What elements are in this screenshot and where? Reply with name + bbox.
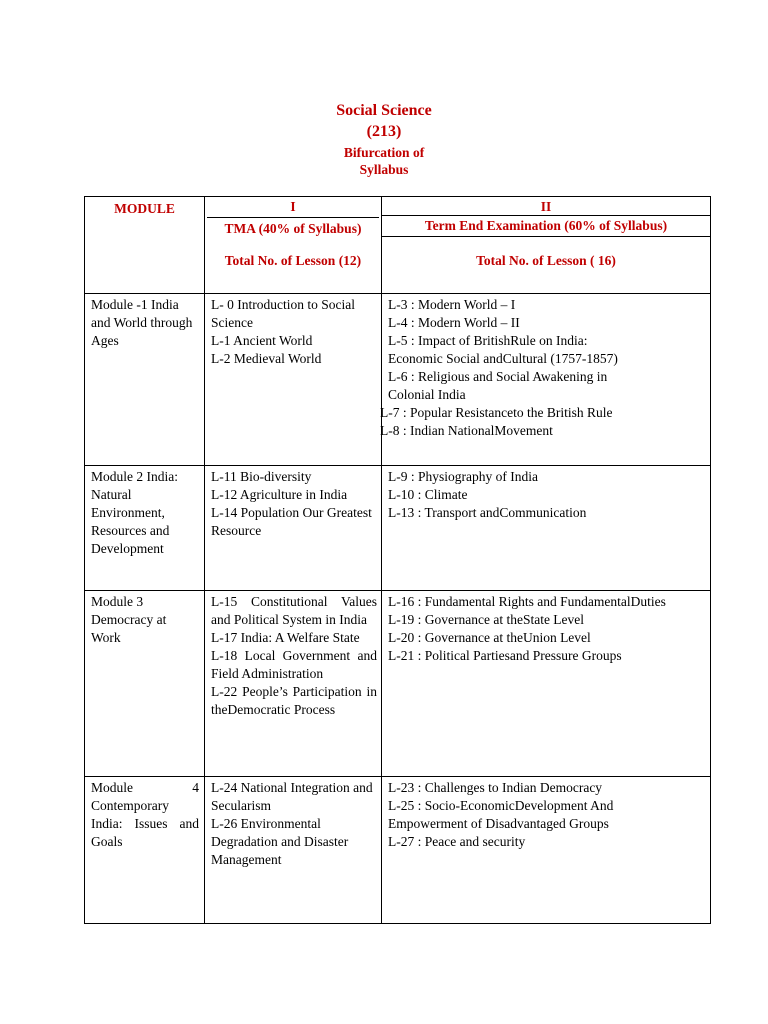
header-tma-roman: I: [290, 199, 296, 214]
lesson-item: L-20 : Governance at theUnion Level: [388, 630, 591, 645]
module-cell: Module -1 India and World through Ages: [85, 294, 205, 466]
header-tee-total: Total No. of Lesson ( 16): [476, 253, 616, 268]
table-header-row: [85, 197, 711, 294]
tee-cell: [382, 294, 711, 466]
lesson-item: L-2 Medieval World: [211, 351, 322, 366]
lesson-item: L-22 People’s Participation in theDemocratic Process: [211, 684, 377, 717]
lesson-item: L-25 : Socio-EconomicDevelopment And: [388, 798, 614, 813]
table-row: [85, 777, 711, 924]
module-cell: Module 4 Contemporary India: Issues and Goals: [85, 777, 205, 924]
header-tma: [205, 197, 382, 294]
tee-cell: [382, 591, 711, 777]
module-cell: Module 2 India: Natural Environment, Resources and Development: [85, 466, 205, 591]
lesson-item: L-15 Constitutional Values and Political System in India: [211, 594, 377, 627]
lesson-item: L-9 : Physiography of India: [388, 469, 538, 484]
lesson-item: L-27 : Peace and security: [388, 834, 526, 849]
lesson-item: L-5 : Impact of BritishRule on India:: [388, 333, 588, 348]
lesson-item: L-12 Agriculture in India: [211, 487, 348, 502]
lesson-item: L-23 : Challenges to Indian Democracy: [388, 780, 603, 795]
lesson-item: L-24 National Integration and Secularism: [211, 780, 373, 813]
header-module: MODULE: [85, 197, 205, 294]
tma-cell: [205, 466, 382, 591]
lesson-item: L-3 : Modern World – I: [388, 297, 516, 312]
lesson-item: L-21 : Political Partiesand Pressure Groups: [388, 648, 622, 663]
lesson-item: L-16 : Fundamental Rights and FundamentalDuties: [388, 594, 666, 609]
lesson-item: Economic Social andCultural (1757-1857): [388, 351, 618, 366]
lesson-item: L-8 : Indian NationalMovement: [380, 423, 553, 438]
course-code: (213): [366, 123, 402, 140]
lesson-item: L-7 : Popular Resistanceto the British Rule: [380, 405, 613, 420]
lesson-item: L-14 Population Our Greatest Resource: [211, 505, 372, 538]
module-cell: Module 3 Democracy at Work: [85, 591, 205, 777]
header-tma-total: Total No. of Lesson (12): [224, 253, 362, 268]
lesson-item: L-19 : Governance at theState Level: [388, 612, 585, 627]
syllabus-table: [84, 196, 711, 924]
tma-cell: [205, 591, 382, 777]
subtitle-line-2: Syllabus: [359, 162, 409, 177]
header-tee-roman: II: [540, 199, 552, 214]
lesson-item: L-4 : Modern World – II: [388, 315, 520, 330]
tma-cell: [205, 777, 382, 924]
tma-cell: [205, 294, 382, 466]
tee-cell: [382, 466, 711, 591]
lesson-item: L-13 : Transport andCommunication: [388, 505, 587, 520]
lesson-item: L- 0 Introduction to Social Science: [211, 297, 355, 330]
lesson-item: L-6 : Religious and Social Awakening in: [388, 369, 608, 384]
document-heading: [0, 101, 768, 178]
header-tee: [382, 197, 711, 294]
lesson-item: L-26 Environmental Degradation and Disaster Management: [211, 816, 349, 867]
document-title: Social Science: [336, 102, 432, 119]
lesson-item: Empowerment of Disadvantaged Groups: [388, 816, 609, 831]
table-row: [85, 591, 711, 777]
lesson-item: L-1 Ancient World: [211, 333, 313, 348]
table-row: [85, 294, 711, 466]
lesson-item: L-11 Bio-diversity: [211, 469, 312, 484]
tee-cell: [382, 777, 711, 924]
header-tma-title: TMA (40% of Syllabus): [207, 217, 379, 238]
table-row: [85, 466, 711, 591]
subtitle-line-1: Bifurcation of: [343, 145, 425, 160]
header-tee-title: Term End Examination (60% of Syllabus): [382, 215, 710, 237]
lesson-item: Colonial India: [388, 387, 466, 402]
lesson-item: L-17 India: A Welfare State: [211, 630, 360, 645]
lesson-item: L-18 Local Government and Field Administration: [211, 648, 377, 681]
lesson-item: L-10 : Climate: [388, 487, 468, 502]
